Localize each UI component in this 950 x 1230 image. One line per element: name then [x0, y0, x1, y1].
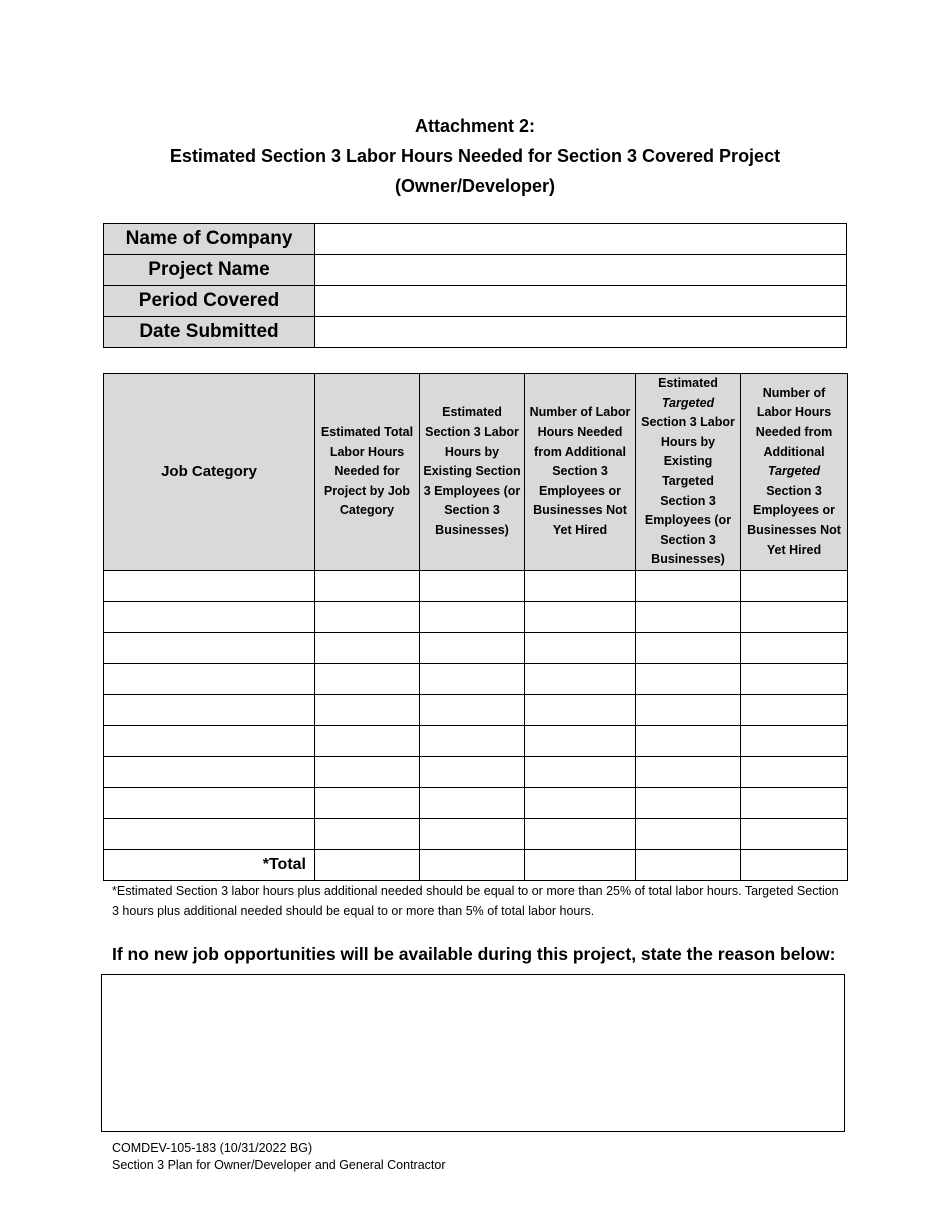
form-title: Section 3 Plan for Owner/Developer and General Contractor [112, 1158, 446, 1172]
table-row [104, 726, 848, 757]
column-header [104, 374, 315, 571]
info-value-field[interactable] [315, 255, 847, 286]
table-row [104, 819, 848, 850]
header-row [104, 374, 848, 571]
table-cell[interactable] [420, 664, 525, 695]
table-cell[interactable] [315, 602, 420, 633]
column-header-text: Section 3 Labor Hours by Existing Targeted Section 3 Employees (or Section 3 Businesses) [641, 415, 735, 567]
total-cell[interactable] [525, 850, 636, 881]
table-cell[interactable] [315, 757, 420, 788]
table-cell[interactable] [104, 757, 315, 788]
column-header [315, 374, 420, 571]
table-cell[interactable] [420, 633, 525, 664]
info-label: Project Name [104, 255, 315, 286]
column-header-text: Estimated Total Labor Hours Needed for Project by Job Category [320, 425, 414, 518]
total-cell[interactable] [420, 850, 525, 881]
table-row [104, 757, 848, 788]
table-cell[interactable] [420, 726, 525, 757]
table-row [104, 602, 848, 633]
column-header [636, 374, 741, 571]
table-cell[interactable] [741, 664, 848, 695]
table-cell[interactable] [525, 602, 636, 633]
table-row [104, 571, 848, 602]
table-cell[interactable] [741, 633, 848, 664]
total-cell[interactable] [741, 850, 848, 881]
total-cell[interactable] [636, 850, 741, 881]
total-row [104, 850, 848, 881]
table-cell[interactable] [636, 695, 741, 726]
table-row [104, 788, 848, 819]
table-cell[interactable] [741, 726, 848, 757]
table-cell[interactable] [636, 788, 741, 819]
form-id: COMDEV-105-183 (10/31/2022 BG) [112, 1141, 313, 1155]
info-label: Name of Company [104, 224, 315, 255]
column-header-text: Number of Labor Hours Needed from Additional Section 3 Employees or Businesses Not Yet Hired [529, 405, 631, 537]
column-header-text: Job Category [161, 463, 257, 481]
page-subtitle: (Owner/Developer) [394, 176, 556, 196]
table-cell[interactable] [741, 602, 848, 633]
total-label: *Total [104, 850, 315, 881]
total-cell[interactable] [315, 850, 420, 881]
table-cell[interactable] [420, 695, 525, 726]
column-header [525, 374, 636, 571]
table-cell[interactable] [636, 819, 741, 850]
table-cell[interactable] [741, 695, 848, 726]
table-cell[interactable] [420, 571, 525, 602]
table-cell[interactable] [525, 757, 636, 788]
table-cell[interactable] [525, 571, 636, 602]
table-cell[interactable] [636, 726, 741, 757]
table-cell[interactable] [104, 633, 315, 664]
table-cell[interactable] [315, 819, 420, 850]
info-value-field[interactable] [315, 317, 847, 348]
table-cell[interactable] [104, 726, 315, 757]
table-cell[interactable] [636, 571, 741, 602]
info-label: Date Submitted [104, 317, 315, 348]
table-row [104, 633, 848, 664]
table-cell[interactable] [104, 788, 315, 819]
table-cell[interactable] [420, 819, 525, 850]
column-header-text: Targeted [767, 464, 821, 479]
table-cell[interactable] [315, 633, 420, 664]
table-cell[interactable] [104, 664, 315, 695]
table-cell[interactable] [420, 757, 525, 788]
info-row [104, 317, 847, 348]
table-cell[interactable] [525, 788, 636, 819]
table-cell[interactable] [741, 819, 848, 850]
table-cell[interactable] [741, 788, 848, 819]
info-value-field[interactable] [315, 224, 847, 255]
page-title: Estimated Section 3 Labor Hours Needed for Section 3 Covered Project [169, 146, 781, 166]
info-value-field[interactable] [315, 286, 847, 317]
info-row [104, 255, 847, 286]
table-cell[interactable] [420, 788, 525, 819]
column-header [741, 374, 848, 571]
column-header-text: Estimated [658, 376, 718, 391]
info-label: Period Covered [104, 286, 315, 317]
table-cell[interactable] [104, 819, 315, 850]
table-cell[interactable] [104, 571, 315, 602]
table-row [104, 695, 848, 726]
labor-hours-table [103, 373, 848, 881]
table-cell[interactable] [741, 757, 848, 788]
attachment-label: Attachment 2: [414, 116, 535, 136]
table-cell[interactable] [420, 602, 525, 633]
table-cell[interactable] [741, 571, 848, 602]
footnote: *Estimated Section 3 labor hours plus additional needed should be equal to or more than 25% of total labor hours. Targeted Section 3 hours plus additional needed should be equal to or more than 5% of total labor hours. [112, 884, 839, 918]
table-cell[interactable] [104, 602, 315, 633]
table-cell[interactable] [315, 726, 420, 757]
info-row [104, 224, 847, 255]
table-cell[interactable] [104, 695, 315, 726]
table-cell[interactable] [315, 571, 420, 602]
table-cell[interactable] [525, 726, 636, 757]
table-cell[interactable] [636, 633, 741, 664]
reason-label: If no new job opportunities will be available during this project, state the reason below: [112, 944, 836, 964]
table-cell[interactable] [636, 602, 741, 633]
project-info-table [103, 223, 847, 348]
column-header-text: Section 3 Employees or Businesses Not Yet Hired [747, 483, 841, 557]
table-cell[interactable] [525, 664, 636, 695]
column-header-text: Number of Labor Hours Needed from Additional [755, 385, 833, 459]
info-row [104, 286, 847, 317]
column-header-text: Estimated Section 3 Labor Hours by Existing Section 3 Employees (or Section 3 Businesses) [423, 405, 521, 537]
table-cell[interactable] [315, 664, 420, 695]
table-cell[interactable] [636, 664, 741, 695]
table-cell[interactable] [315, 788, 420, 819]
column-header-text: Targeted [661, 395, 715, 410]
reason-textarea[interactable] [101, 974, 845, 1132]
table-cell[interactable] [315, 695, 420, 726]
table-cell[interactable] [525, 695, 636, 726]
table-cell[interactable] [525, 633, 636, 664]
table-cell[interactable] [525, 819, 636, 850]
table-cell[interactable] [636, 757, 741, 788]
table-row [104, 664, 848, 695]
column-header [420, 374, 525, 571]
